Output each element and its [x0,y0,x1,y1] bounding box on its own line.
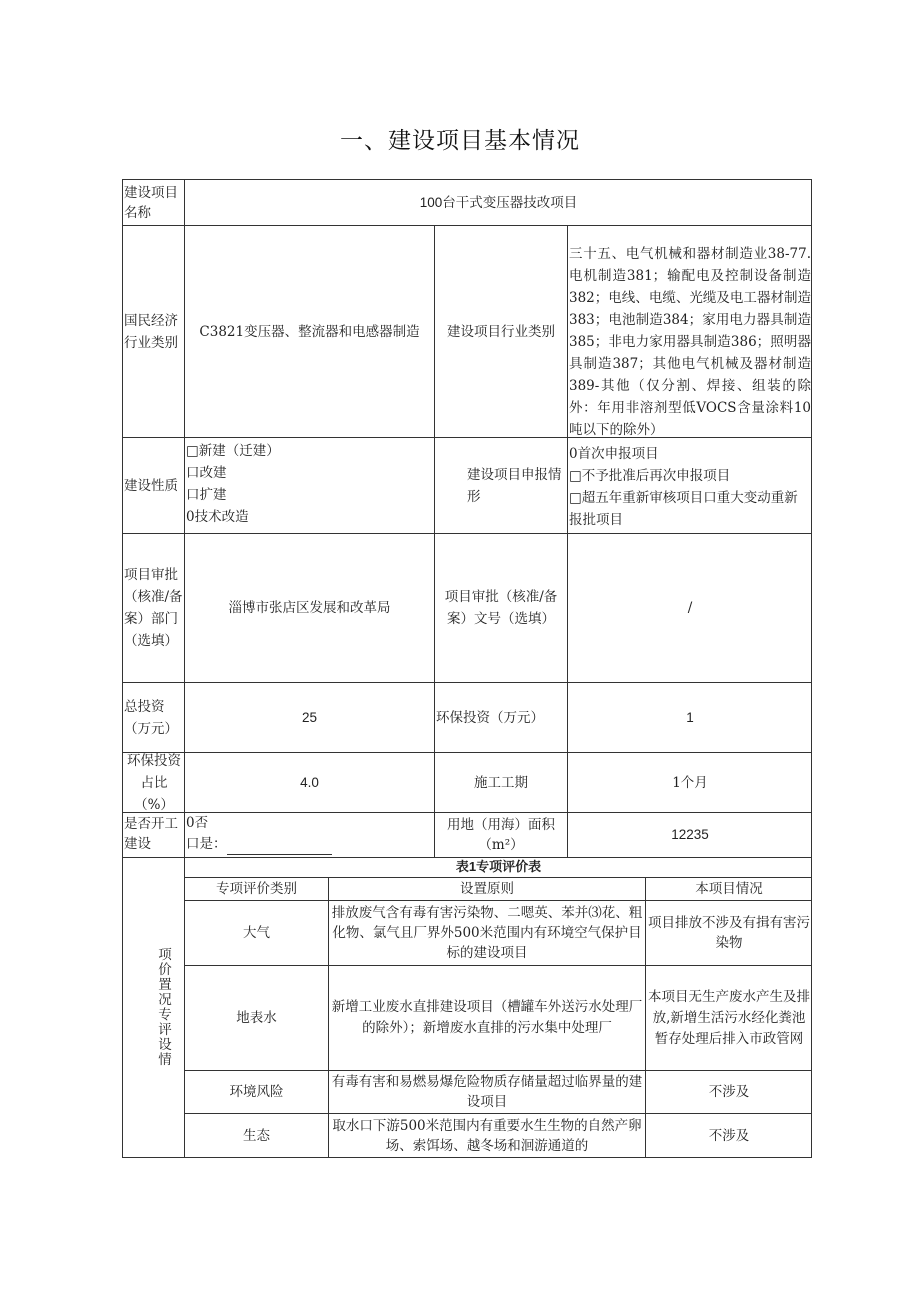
section-title: 一、建设项目基本情况 [340,128,580,154]
special-row-principle: 排放废气含有毒有害污染物、二嗯英、苯并⑶花、粗化物、氯气且厂界外500米范围内有环境空气保护目标的建设项目 [331,905,643,961]
special-row-status: 项目排放不涉及有揖有害污染物 [648,915,810,951]
declare-option-first[interactable]: 0首次申报项目 [569,446,659,462]
special-row-principle: 新增工业废水直排建设项目（槽罐车外送污水处理厂的除外）；新增废水直排的污水集中处理厂 [331,999,643,1036]
nature-option-rebuild[interactable]: 口改建 [186,465,227,481]
industry-value: C3821变压器、整流器和电感器制造 [199,323,420,340]
env-investment-value: 1 [686,709,694,725]
declare-options [569,443,811,531]
special-row-status: 不涉及 [708,1128,750,1144]
period-label: 施工工期 [474,774,528,791]
declare-option-review[interactable]: □超五年重新审核项目口重大变动重新报批项目 [569,490,798,528]
approval-label: 项目审批（核准/备案）部门（选填） [124,567,183,649]
special-row-status: 不涉及 [708,1084,750,1100]
special-side-label: 项 价 置 况 专 评 设 情 [158,947,172,1068]
industry-category-label: 建设项目行业类别 [447,323,555,340]
period-value: 1个月 [672,774,708,791]
project-name-value: 100台干式变压器技改项目 [419,194,578,210]
started-options [186,813,434,855]
started-option-yes[interactable]: 口是： [186,834,434,855]
approval-doc-label: 项目审批（核准/备案）文号（选填） [444,589,558,627]
special-row-status: 本项目无生产废水产生及排放,新增生活污水经化粪池暂存处理后排入市政管网 [648,988,810,1047]
special-row-category: 生态 [243,1128,270,1144]
started-option-no[interactable]: 0否 [186,815,209,831]
ratio-value: 4.0 [300,774,319,790]
nature-option-new[interactable]: □新建（迁建） [186,443,280,459]
investment-label: 总投资（万元） [124,698,178,737]
nature-options [186,440,434,528]
project-name-label: 建设项目名称 [124,185,178,221]
special-row-category: 地表水 [236,1010,277,1026]
nature-option-tech[interactable]: 0技术改造 [186,509,249,525]
area-value: 12235 [671,827,709,842]
env-investment-label: 环保投资（万元） [436,709,544,726]
ratio-label: 环保投资占比（%） [127,752,181,813]
started-label: 是否开工建设 [124,816,178,852]
industry-label: 国民经济行业类别 [124,312,178,351]
special-row-category: 环境风险 [229,1084,284,1100]
declare-option-again[interactable]: □不予批准后再次申报项目 [569,468,731,484]
declare-label: 建设项目申报情形 [467,466,562,505]
header-principle: 设置原则 [460,881,514,897]
nature-option-expand[interactable]: 口扩建 [186,487,227,503]
header-status: 本项目情况 [695,881,763,897]
approval-doc-value: / [687,600,693,616]
investment-value: 25 [301,709,318,725]
special-row-category: 大气 [243,925,270,941]
special-row-principle: 有毒有害和易燃易爆危险物质存储量超过临界量的建设项目 [331,1074,643,1110]
special-row-principle: 取水口下游500米范围内有重要水生生物的自然产卵场、索饵场、越冬场和洄游通道的 [332,1118,642,1154]
nature-label: 建设性质 [124,477,178,494]
header-category: 专项评价类别 [216,881,297,897]
industry-category-value: 三十五、电气机械和器材制造业38-77.电机制造381；输配电及控制设备制造382；电线、电缆、光缆及电工器材制造383；电池制造384；家用电力器具制造385；非电力家用器具制造386；照明器具制造387；其他电气机械及器材制造389-其他（仅分割、焊接、组装的除外：年用非溶剂型低VOCS含量涂料10吨以下的除外） [569,246,811,438]
area-label: 用地（用海）面积（m²） [447,817,555,853]
special-table-title: 表1专项评价表 [455,859,542,874]
approval-value: 淄博市张店区发展和改革局 [228,600,391,616]
